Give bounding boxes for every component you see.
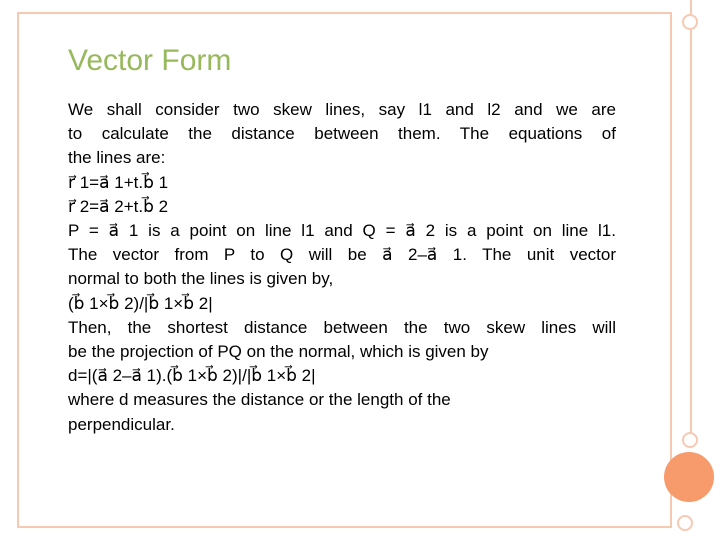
- body-line: The vector from P to Q will be a⃗ 2–a⃗ 1. The unit vector: [68, 245, 616, 265]
- equation-line: d=|(a⃗ 2–a⃗ 1).(b⃗ 1×b⃗ 2)|/|b⃗ 1×b⃗ 2|: [68, 366, 316, 386]
- decorative-circle-filled: [664, 452, 714, 502]
- equation-line: r⃗ 1=a⃗ 1+t.b⃗ 1: [68, 172, 169, 192]
- body-line: We shall consider two skew lines, say l1 and l2 and we are: [68, 100, 616, 119]
- equation-line: r⃗ 2=a⃗ 2+t.b⃗ 2: [68, 196, 169, 216]
- slide-title: Vector Form: [68, 44, 232, 77]
- body-line: where d measures the distance or the length of the: [68, 390, 451, 410]
- decorative-circle-middle: [682, 432, 698, 448]
- body-line: P = a⃗ 1 is a point on line l1 and Q = a⃗ 2 is a point on line l1.: [68, 221, 616, 241]
- body-line: Then, the shortest distance between the two skew lines will: [68, 317, 616, 337]
- body-line: to calculate the distance between them. The equations of: [68, 124, 616, 144]
- decorative-vertical-line: [690, 0, 692, 440]
- slide-body: [68, 98, 616, 437]
- decorative-circle-top: [682, 14, 698, 30]
- equation-line: (b⃗ 1×b⃗ 2)/|b⃗ 1×b⃗ 2|: [68, 293, 213, 313]
- body-line: the lines are:: [68, 148, 166, 168]
- decorative-circle-bottom: [677, 515, 693, 531]
- body-line: normal to both the lines is given by,: [68, 269, 334, 289]
- body-line: be the projection of PQ on the normal, which is given by: [68, 342, 489, 362]
- body-line: perpendicular.: [68, 414, 175, 434]
